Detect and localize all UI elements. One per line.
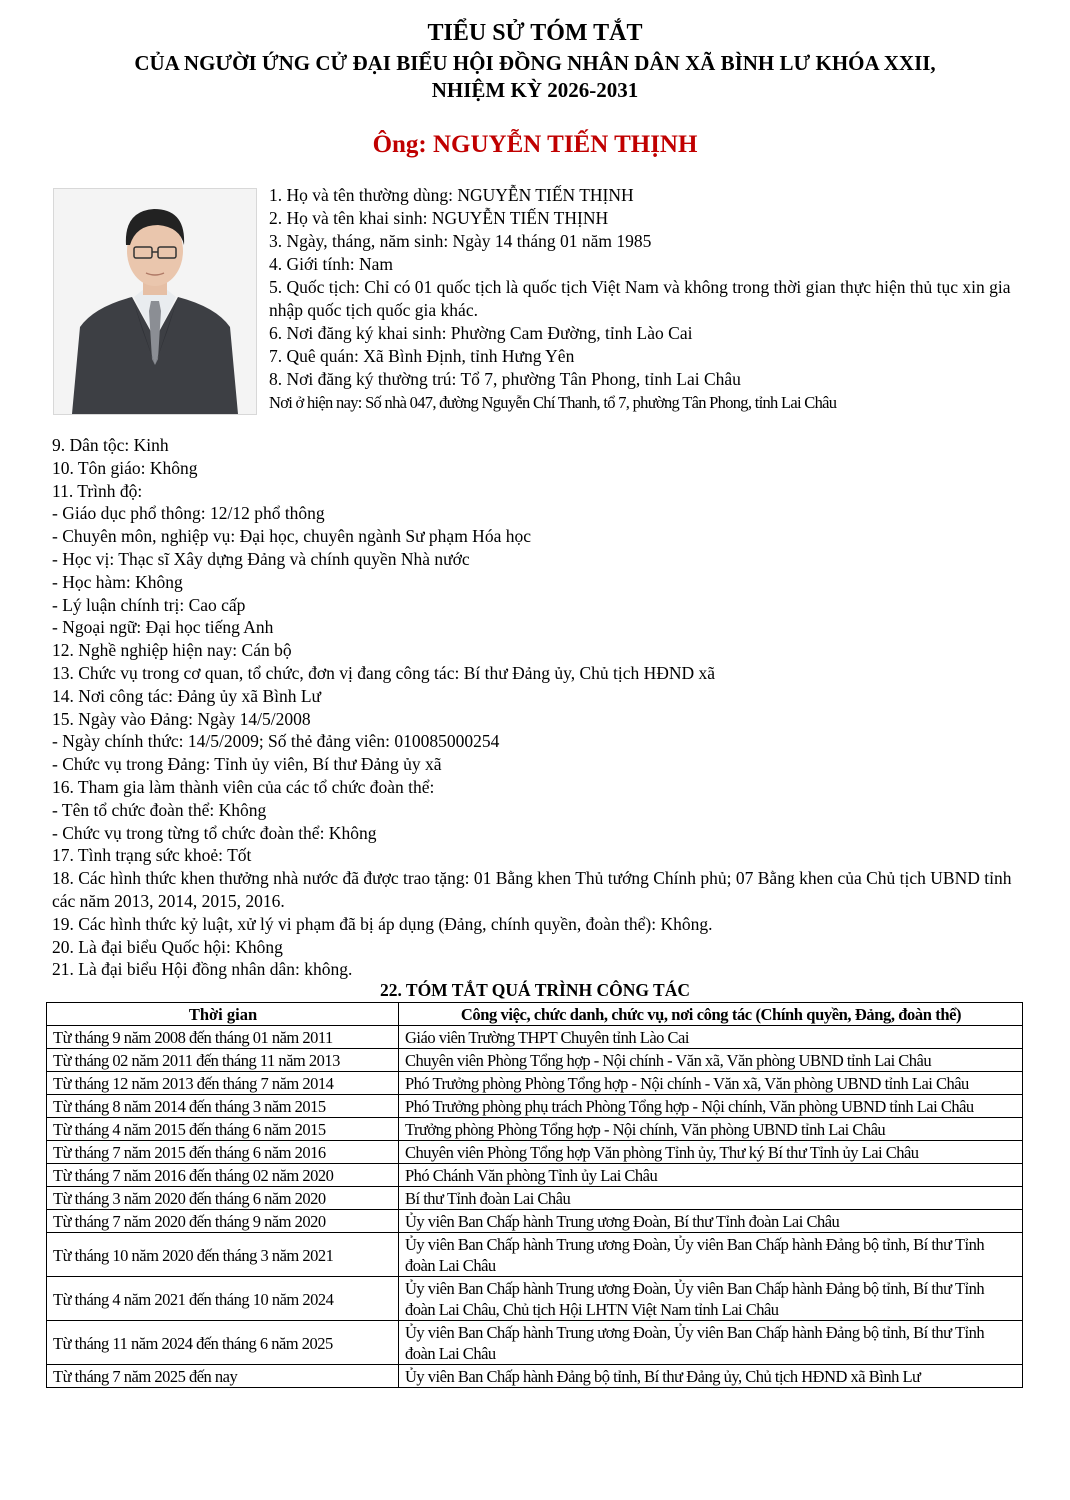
info-line: Nơi ở hiện nay: Số nhà 047, đường Nguyễn Chí Thanh, tổ 7, phường Tân Phong, tỉnh Lai Châu [269,393,837,412]
work-history-table [46,1002,1023,1388]
info-line: 8. Nơi đăng ký thường trú: Tổ 7, phường Tân Phong, tỉnh Lai Châu [269,369,741,389]
table-row [47,1118,1023,1141]
document-title: TIỂU SỬ TÓM TẮT [427,20,643,46]
detail-line: - Ngoại ngữ: Đại học tiếng Anh [52,617,274,638]
table-row [47,1049,1023,1072]
info-line: 2. Họ và tên khai sinh: NGUYỄN TIẾN THỊNH [269,208,609,228]
row-job: Ủy viên Ban Chấp hành Đảng bộ tỉnh, Bí thư Đảng ủy, Chủ tịch HĐND xã Bình Lư [399,1365,1023,1388]
detail-line: - Giáo dục phổ thông: 12/12 phổ thông [52,503,325,524]
candidate-name: Ông: NGUYỄN TIẾN THỊNH [372,131,698,158]
detail-line: 10. Tôn giáo: Không [52,457,198,478]
row-job: Phó Trưởng phòng phụ trách Phòng Tổng hợp - Nội chính, Văn phòng UBND tỉnh Lai Châu [399,1095,1023,1118]
detail-line: 17. Tình trạng sức khoẻ: Tốt [52,845,252,866]
detail-line: 16. Tham gia làm thành viên của các tổ chức đoàn thể: [52,776,435,797]
table-row [47,1072,1023,1095]
row-time: Từ tháng 3 năm 2020 đến tháng 6 năm 2020 [47,1187,399,1210]
detail-line: - Tên tổ chức đoàn thể: Không [52,799,267,820]
row-time: Từ tháng 12 năm 2013 đến tháng 7 năm 2014 [47,1072,399,1095]
info-line: 5. Quốc tịch: Chỉ có 01 quốc tịch là quốc tịch Việt Nam và không trong thời gian thực hiện thủ tục xin gia nhập quốc tịch quốc gia khác. [269,277,1011,320]
row-job: Phó Chánh Văn phòng Tỉnh ủy Lai Châu [399,1164,1023,1187]
candidate-photo [53,188,257,415]
info-line: 6. Nơi đăng ký khai sinh: Phường Cam Đường, tỉnh Lào Cai [269,323,693,343]
table-row [47,1321,1023,1365]
row-time: Từ tháng 7 năm 2025 đến nay [47,1365,399,1388]
detail-line: 11. Trình độ: [52,480,143,501]
row-time: Từ tháng 7 năm 2015 đến tháng 6 năm 2016 [47,1141,399,1164]
row-time: Từ tháng 8 năm 2014 đến tháng 3 năm 2015 [47,1095,399,1118]
detail-line: - Chức vụ trong từng tổ chức đoàn thể: Không [52,822,377,843]
row-job: Ủy viên Ban Chấp hành Trung ương Đoàn, Ủy viên Ban Chấp hành Đảng bộ tỉnh, Bí thư Tỉnh đoàn Lai Châu, Chủ tịch Hội LHTN Việt Nam tỉnh Lai Châu [399,1277,1023,1321]
detail-line: - Chức vụ trong Đảng: Tỉnh ủy viên, Bí thư Đảng ủy xã [52,754,442,775]
info-line: 3. Ngày, tháng, năm sinh: Ngày 14 tháng 01 năm 1985 [269,231,652,251]
row-job: Ủy viên Ban Chấp hành Trung ương Đoàn, Ủy viên Ban Chấp hành Đảng bộ tỉnh, Bí thư Tỉnh đoàn Lai Châu [399,1233,1023,1277]
row-job: Giáo viên Trường THPT Chuyên tỉnh Lào Cai [399,1026,1023,1049]
row-time: Từ tháng 4 năm 2015 đến tháng 6 năm 2015 [47,1118,399,1141]
row-time: Từ tháng 4 năm 2021 đến tháng 10 năm 2024 [47,1277,399,1321]
detail-line: 15. Ngày vào Đảng: Ngày 14/5/2008 [52,708,311,729]
detail-line: - Chuyên môn, nghiệp vụ: Đại học, chuyên ngành Sư phạm Hóa học [52,526,531,547]
detail-line: 21. Là đại biểu Hội đồng nhân dân: không. [52,959,353,980]
table-row [47,1164,1023,1187]
table-row [47,1365,1023,1388]
column-header-job: Công việc, chức danh, chức vụ, nơi công tác (Chính quyền, Đảng, đoàn thể) [399,1003,1023,1026]
row-time: Từ tháng 7 năm 2016 đến tháng 02 năm 2020 [47,1164,399,1187]
detail-line: - Lý luận chính trị: Cao cấp [52,594,246,615]
personal-info [269,184,1039,414]
document-subtitle-line1: CỦA NGƯỜI ỨNG CỬ ĐẠI BIỂU HỘI ĐỒNG NHÂN DÂN XÃ BÌNH LƯ KHÓA XXII, [134,51,936,75]
detail-line: - Học hàm: Không [52,571,183,592]
row-job: Chuyên viên Phòng Tổng hợp Văn phòng Tỉnh ủy, Thư ký Bí thư Tỉnh ủy Lai Châu [399,1141,1023,1164]
table-row [47,1233,1023,1277]
column-header-time: Thời gian [47,1003,399,1026]
document-subtitle-line2: NHIỆM KỲ 2026-2031 [431,78,639,102]
row-job: Trưởng phòng Phòng Tổng hợp - Nội chính, Văn phòng UBND tỉnh Lai Châu [399,1118,1023,1141]
row-job: Phó Trưởng phòng Phòng Tổng hợp - Nội chính - Văn xã, Văn phòng UBND tỉnh Lai Châu [399,1072,1023,1095]
row-time: Từ tháng 11 năm 2024 đến tháng 6 năm 2025 [47,1321,399,1365]
detail-line: 9. Dân tộc: Kinh [52,435,169,455]
work-history-title: 22. TÓM TẮT QUÁ TRÌNH CÔNG TÁC [379,980,691,1000]
info-line: 4. Giới tính: Nam [269,254,393,274]
row-time: Từ tháng 7 năm 2020 đến tháng 9 năm 2020 [47,1210,399,1233]
detail-line: 20. Là đại biểu Quốc hội: Không [52,936,283,957]
table-row [47,1026,1023,1049]
info-line: 1. Họ và tên thường dùng: NGUYỄN TIẾN THỊNH [269,185,634,205]
table-header-row [47,1003,1023,1026]
row-time: Từ tháng 02 năm 2011 đến tháng 11 năm 2013 [47,1049,399,1072]
detail-list [52,434,1032,981]
detail-line: 14. Nơi công tác: Đảng ủy xã Bình Lư [52,685,322,706]
detail-line: - Học vị: Thạc sĩ Xây dựng Đảng và chính quyền Nhà nước [52,548,470,569]
table-row [47,1141,1023,1164]
portrait-illustration [54,189,256,414]
table-row [47,1277,1023,1321]
detail-line: 12. Nghề nghiệp hiện nay: Cán bộ [52,640,292,661]
row-job: Chuyên viên Phòng Tổng hợp - Nội chính - Văn xã, Văn phòng UBND tỉnh Lai Châu [399,1049,1023,1072]
table-row [47,1210,1023,1233]
row-job: Ủy viên Ban Chấp hành Trung ương Đoàn, Ủy viên Ban Chấp hành Đảng bộ tỉnh, Bí thư Tỉnh đoàn Lai Châu [399,1321,1023,1365]
table-row [47,1187,1023,1210]
row-time: Từ tháng 10 năm 2020 đến tháng 3 năm 2021 [47,1233,399,1277]
row-time: Từ tháng 9 năm 2008 đến tháng 01 năm 2011 [47,1026,399,1049]
detail-line: 19. Các hình thức kỷ luật, xử lý vi phạm đã bị áp dụng (Đảng, chính quyền, đoàn thể): Không. [52,913,713,934]
info-line: 7. Quê quán: Xã Bình Định, tỉnh Hưng Yên [269,346,575,366]
table-row [47,1095,1023,1118]
row-job: Bí thư Tỉnh đoàn Lai Châu [399,1187,1023,1210]
row-job: Ủy viên Ban Chấp hành Trung ương Đoàn, Bí thư Tỉnh đoàn Lai Châu [399,1210,1023,1233]
detail-line: 18. Các hình thức khen thưởng nhà nước đã được trao tặng: 01 Bằng khen Thủ tướng Chính phủ; 07 Bằng khen của Chủ tịch UBND tỉnh các năm 2013, 2014, 2015, 2016. [52,868,1012,911]
detail-line: 13. Chức vụ trong cơ quan, tổ chức, đơn vị đang công tác: Bí thư Đảng ủy, Chủ tịch HĐND xã [52,662,716,683]
detail-line: - Ngày chính thức: 14/5/2009; Số thẻ đảng viên: 010085000254 [52,731,500,752]
